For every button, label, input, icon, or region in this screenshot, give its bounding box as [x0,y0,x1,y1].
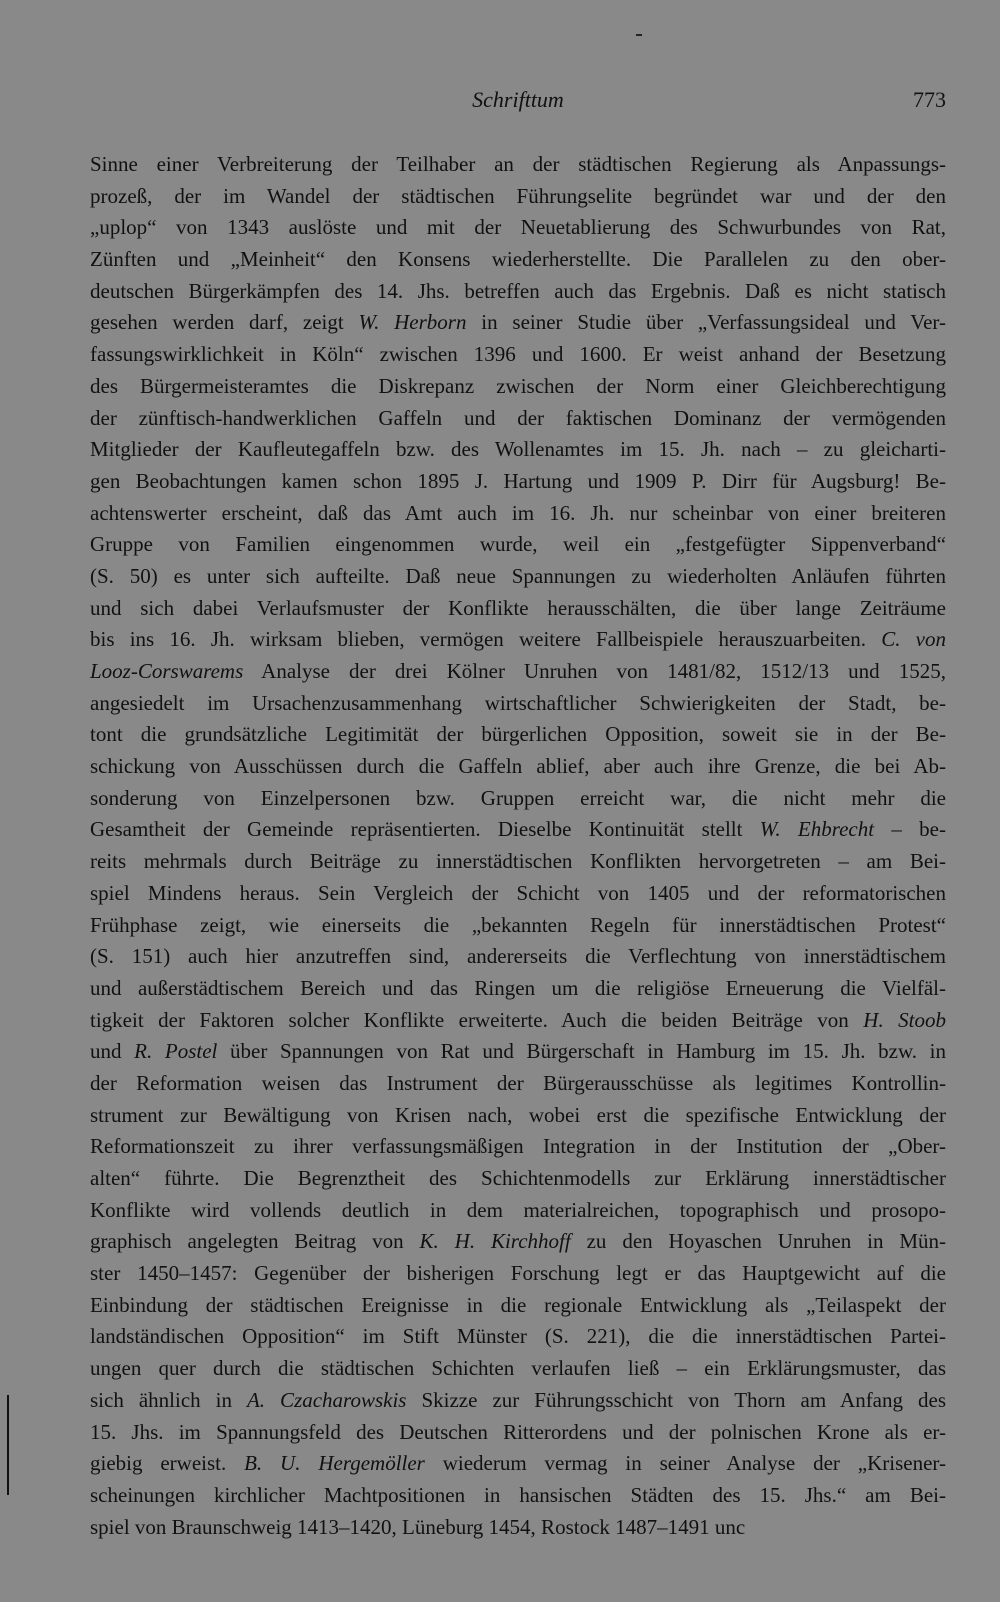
print-mark [636,34,642,36]
text-line [90,719,946,751]
text-line [90,1068,946,1100]
text-line [90,1353,946,1385]
text-segment: alten“ führte. Die Begrenztheit des Schichtenmodells zur Erklärung innerstädtischer [90,1166,946,1190]
text-line [90,941,946,973]
text-line [90,434,946,466]
text-line [90,783,946,815]
text-segment: ungen quer durch die städtischen Schichten verlaufen ließ – ein Erklärungsmuster, das [90,1356,946,1381]
text-segment: Konflikte wird vollends deutlich in dem materialreichen, topographisch und prosopo- [90,1197,946,1222]
text-line [90,688,946,720]
text-segment: Gesamtheit der Gemeinde repräsentierten. Dieselbe Kontinuität stellt [90,817,760,842]
text-segment: wiederum vermag in seiner Analyse der „Krisener- [424,1451,946,1476]
text-line [90,878,946,910]
text-line [90,371,946,403]
text-segment: tigkeit der Faktoren solcher Konflikte erweiterte. Auch die beiden Beiträge von [90,1007,864,1032]
text-line [90,656,946,688]
text-segment: Gruppe von Familien eingenommen wurde, weil ein „festgefügter Sippenverband“ [90,532,946,557]
text-line [90,529,946,561]
text-segment: deutschen Bürgerkämpfen des 14. Jhs. betreffen auch das Ergebnis. Daß es nicht statisch [90,278,946,303]
text-segment: Analyse der drei Kölner Unruhen von 1481/82, 1512/13 und 1525, [243,659,946,683]
text-line [90,1321,946,1353]
text-line [90,593,946,625]
text-line [90,1100,946,1132]
text-line [90,1131,946,1163]
text-segment: fassungswirklichkeit in Köln“ zwischen 1396 und 1600. Er weist anhand der Besetzung [90,342,946,367]
page-number: 773 [913,87,946,112]
author-name: B. U. Hergemöller [244,1451,425,1476]
text-segment: über Spannungen von Rat und Bürgerschaft in Hamburg im 15. Jh. bzw. in [217,1039,946,1064]
text-segment: (S. 50) es unter sich aufteilte. Daß neue Spannungen zu wiederholten Anläufen führten [90,563,946,588]
text-line [90,1005,946,1037]
text-line [90,814,946,846]
text-segment: gesehen werden darf, zeigt [90,310,359,335]
text-segment: und [90,1039,135,1064]
text-line [90,1163,946,1195]
text-line [90,1036,946,1068]
text-segment: Reformationszeit zu ihrer verfassungsmäßigen Integration in der Institution der „Ober- [90,1134,946,1159]
text-segment: 15. Jhs. im Spannungsfeld des Deutschen Ritterordens und der polnischen Krone als er- [90,1419,946,1444]
text-line [90,561,946,593]
text-segment: und sich dabei Verlaufsmuster der Konflikte herausschälten, die über lange Zeiträume [90,595,946,620]
text-line [90,1290,946,1322]
text-segment: sich ähnlich in [90,1387,247,1412]
text-line [90,846,946,878]
text-segment: – be- [874,817,946,842]
text-segment: Mitglieder der Kaufleutegaffeln bzw. des Wollenamtes im 15. Jh. nach – zu gleicharti- [90,437,946,462]
text-line [90,244,946,276]
text-line [90,1258,946,1290]
text-line [90,973,946,1005]
author-name: A. Czacharowskis [246,1387,407,1412]
section-title: Schrifttum [472,87,564,112]
text-line [90,498,946,530]
author-name: R. Postel [134,1039,218,1064]
text-segment: Frühphase zeigt, wie einerseits die „bekannten Regeln für innerstädtischen Protest“ [90,912,946,937]
text-segment: zu den Hoyaschen Unruhen in Mün- [570,1229,947,1254]
text-segment: „uplop“ von 1343 auslöste und mit der Neuetablierung des Schwurbundes von Rat, [90,215,946,240]
text-segment: Sinne einer Verbreiterung der Teilhaber an der städtischen Regierung als Anpassungs- [90,152,946,176]
text-segment: schickung von Ausschüssen durch die Gaffeln ablief, aber auch ihre Grenze, die bei Ab- [90,754,946,779]
text-line [90,910,946,942]
text-segment: Einbindung der städtischen Ereignisse in die regionale Entwicklung als „Teilaspekt der [90,1292,946,1317]
text-line [90,1385,946,1417]
margin-line [7,1395,9,1495]
author-name: H. Stoob [863,1007,947,1032]
text-line [90,1417,946,1449]
author-name: K. H. Kirchhoff [419,1229,571,1254]
author-name: W. Herborn [358,310,467,335]
text-line [90,307,946,339]
text-line [90,339,946,371]
text-segment: gen Beobachtungen kamen schon 1895 J. Hartung und 1909 P. Dirr für Augsburg! Be- [90,468,946,493]
text-segment: giebig erweist. [90,1451,245,1476]
author-name: W. Ehbrecht [759,817,875,842]
text-segment: der Reformation weisen das Instrument der Bürgerausschüsse als legitimes Kontrollin- [90,1070,946,1095]
text-line [90,1448,946,1480]
text-segment: und außerstädtischem Bereich und das Ringen um die religiöse Erneuerung die Vielfäl- [90,975,946,1000]
author-name: Looz-Corswarems [90,659,244,683]
text-segment: landständischen Opposition“ im Stift Münster (S. 221), die die innerstädtischen Partei- [90,1324,946,1349]
text-segment: Skizze zur Führungsschicht von Thorn am Anfang des [406,1387,946,1412]
running-header [90,84,946,116]
body-paragraph [90,149,946,1543]
text-line [90,403,946,435]
text-segment: achtenswerter erscheint, daß das Amt auch im 16. Jh. nur scheinbar von einer breiteren [90,500,946,525]
text-line [90,624,946,656]
text-segment: spiel Mindens heraus. Sein Vergleich der Schicht von 1405 und der reformatorischen [90,880,946,905]
text-segment: tont die grundsätzliche Legitimität der bürgerlichen Opposition, soweit sie in der Be- [90,722,946,747]
author-name: C. von [881,627,947,652]
text-line [90,1195,946,1227]
text-segment: in seiner Studie über „Verfassungsideal und Ver- [466,310,946,335]
text-line [90,466,946,498]
text-line [90,751,946,783]
text-line [90,1512,946,1544]
text-segment: reits mehrmals durch Beiträge zu innerstädtischen Konflikten hervorgetreten – am Bei- [90,849,946,874]
text-segment: des Bürgermeisteramtes die Diskrepanz zwischen der Norm einer Gleichberechtigung [90,373,946,398]
text-segment: (S. 151) auch hier anzutreffen sind, andererseits die Verflechtung von innerstädtischem [90,944,946,969]
text-segment: Zünften und „Meinheit“ den Konsens wiederherstellte. Die Parallelen zu den ober- [90,247,946,272]
text-line [90,181,946,213]
text-line [90,1226,946,1258]
text-segment: bis ins 16. Jh. wirksam blieben, vermögen weitere Fallbeispiele herauszuarbeiten. [90,627,882,652]
text-segment: scheinungen kirchlicher Machtpositionen in hansischen Städten des 15. Jhs.“ am Bei- [90,1482,946,1507]
text-line [90,276,946,308]
text-line [90,149,946,181]
text-line [90,1480,946,1512]
text-segment: graphisch angelegten Beitrag von [90,1229,420,1254]
text-segment: angesiedelt im Ursachenzusammenhang wirtschaftlicher Schwierigkeiten der Stadt, be- [90,690,946,715]
text-segment: ster 1450–1457: Gegenüber der bisherigen Forschung legt er das Hauptgewicht auf die [90,1261,946,1286]
text-segment: spiel von Braunschweig 1413–1420, Lüneburg 1454, Rostock 1487–1491 unc [90,1514,746,1539]
text-segment: sonderung von Einzelpersonen bzw. Gruppen erreicht war, die nicht mehr die [90,785,946,810]
text-segment: prozeß, der im Wandel der städtischen Führungselite begründet war und der den [90,183,946,208]
text-segment: der zünftisch-handwerklichen Gaffeln und der faktischen Dominanz der vermögenden [90,405,946,430]
text-line [90,212,946,244]
text-segment: strument zur Bewältigung von Krisen nach, wobei erst die spezifische Entwicklung der [90,1102,946,1127]
